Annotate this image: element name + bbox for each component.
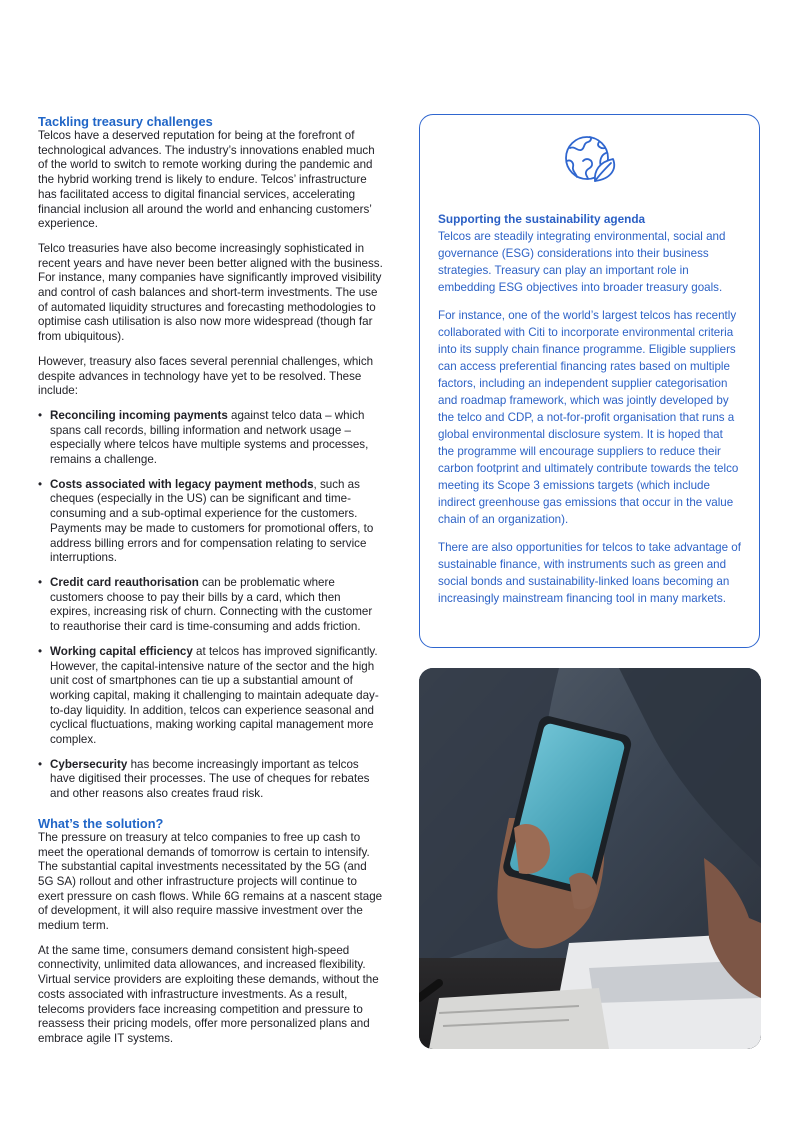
sidebar-paragraph-example: For instance, one of the world’s largest telcos has recently collaborated with Citi to incorporate environmental criteria into its supply chain finance programme. Eligible suppliers can access preferential financing rates based on multiple factors, including an independent supplier categorisation and roadmap framework, which was jointly developed by the telco and CDP, a not-for-profit organisation that runs a global environmental disclosure system. It is hoped that the programme will encourage suppliers to reduce their carbon footprint and ultimately contribute towards the telco meeting its Scope 3 emissions targets (which include indirect greenhouse gas emissions that occur in the value chain of an organization). xyxy=(438,309,739,526)
list-item-text: can be problematic where customers choose to pay their bills by a card, which then expires, increasing risk of churn. Connecting with the customer to reauthorise their card is time-consuming and adds friction. xyxy=(50,575,373,634)
sidebar-heading: Supporting the sustainability agenda xyxy=(438,212,646,226)
main-column xyxy=(38,114,384,1057)
list-item-title: Reconciling incoming payments xyxy=(50,408,228,422)
pressure-paragraph: The pressure on treasury at telco companies to free up cash to meet the operational demands of tomorrow is certain to intensify. The substantial capital investments necessitated by the 5G (and 5G SA) rollout and other infrastructure projects will continue to exert pressure on cash flows. While 6G remains at a nascent stage of development, it will also require massive investment over the medium term. xyxy=(38,830,383,933)
list-item-text: at telcos has improved significantly. However, the capital-intensive nature of the sector and the high unit cost of smartphones can tie up a substantial amount of working capital, making it challenging to maintain adequate day-to-day liquidity. In addition, telcos can experience seasonal and cyclical fluctuations, making working capital management more complex. xyxy=(50,644,379,747)
sustainability-sidebar xyxy=(419,114,760,648)
list-item-text: against telco data – which spans call records, billing information and network usage – especially where telcos have multiple systems and processes, remains a challenge. xyxy=(50,408,369,467)
list-item-title: Working capital efficiency xyxy=(50,644,193,658)
list-item-title: Costs associated with legacy payment methods xyxy=(50,477,314,491)
list-item-title: Cybersecurity xyxy=(50,757,128,771)
bullet-icon: • xyxy=(38,644,43,658)
consumer-demand-paragraph: At the same time, consumers demand consistent high-speed connectivity, unlimited data allowances, and increased flexibility. Virtual service providers are exploiting these demands, without the costs associated with infrastructure investments. As a result, telecoms providers face increasing competition and pressure to reassess their pricing models, offer more personalized plans and embrace agile IT systems. xyxy=(38,943,379,1045)
bullet-icon: • xyxy=(38,575,43,589)
challenges-list xyxy=(38,409,384,802)
challenges-intro-paragraph: However, treasury also faces several perennial challenges, which despite advances in technology have yet to be resolved. These include: xyxy=(38,354,374,398)
list-item-text: , such as cheques (especially in the US) can be significant and time-consuming and a sub-optimal experience for the customers. Payments may be made to customers for promotional offers, to address billing errors and for compensation relating to service interruptions. xyxy=(50,477,374,565)
list-item xyxy=(38,576,384,635)
globe-leaf-icon xyxy=(561,131,621,191)
bullet-icon: • xyxy=(38,477,43,491)
photo-illustration xyxy=(419,668,761,1049)
sidebar-paragraph-opportunities: There are also opportunities for telcos to take advantage of sustainable finance, with instruments such as green and social bonds and sustainability-linked loans becoming an increasingly mainstream financing tool in many markets. xyxy=(438,541,741,605)
list-item xyxy=(38,478,384,566)
list-item xyxy=(38,758,384,802)
list-item-text: has become increasingly important as telcos have digitised their processes. The use of cheques for rebates and other reasons also creates fraud risk. xyxy=(50,757,370,801)
bullet-icon: • xyxy=(38,408,43,422)
bullet-icon: • xyxy=(38,757,43,771)
list-item xyxy=(38,409,384,468)
intro-paragraph: Telcos have a deserved reputation for being at the forefront of technological advances. The industry’s innovations enabled much of the world to switch to remote working during the pandemic and the hybrid working trend is likely to endure. Telcos’ infrastructure has facilitated access to digital financial services, accelerating financial inclusion all around the world and enhancing customers’ experience. xyxy=(38,129,375,231)
treasury-sophistication-paragraph: Telco treasuries have also become increasingly sophisticated in recent years and have never been better aligned with the business. For instance, many companies have significantly improved visibility and control of cash balances and short-term investments. The use of automated liquidity structures and forecasting methodologies to optimise cash utilisation is also now more widespread (though far from ubiquitous). xyxy=(38,241,383,344)
list-item xyxy=(38,645,384,748)
sidebar-paragraph-esg: Telcos are steadily integrating environmental, social and governance (ESG) considerations into their business strategies. Treasury can play an important role in embedding ESG objectives into broader treasury goals. xyxy=(438,230,726,294)
list-item-title: Credit card reauthorisation xyxy=(50,575,199,589)
section-heading-solution: What’s the solution? xyxy=(38,815,164,831)
smartphone-photo xyxy=(419,668,761,1049)
section-heading-treasury-challenges: Tackling treasury challenges xyxy=(38,114,213,129)
